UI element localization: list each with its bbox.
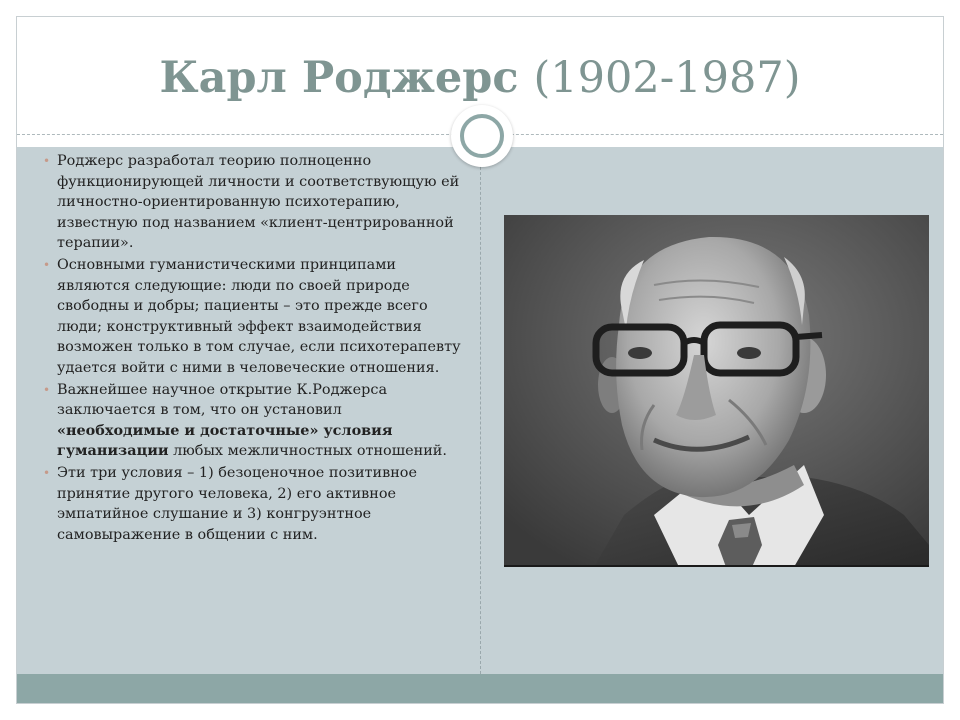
bullet-text: Роджерс разработал теорию полноценно функционирующей личности и соответствующую ей личностно-ориентированную психотерапию, известную под названием «клиент-центрированной терапии».: [57, 153, 460, 252]
bullet-text: Основными гуманистическими принципами являются следующие: люди по своей природе свободны и добры; пациенты – это прежде всего люди; конструктивный эффект взаимодействия возможен только в том случае, если психотерапевту удается войти с ними в человеческие отношения.: [57, 256, 461, 376]
bullet-dot-icon: •: [43, 382, 51, 397]
bullet-dot-icon: •: [43, 257, 51, 272]
bullet-item: [41, 151, 461, 254]
portrait-photo: [504, 215, 929, 567]
bullet-text: любых межличностных отношений.: [168, 443, 447, 460]
bullet-list: [41, 151, 461, 546]
column-divider: [480, 147, 481, 674]
slide: [16, 16, 944, 704]
portrait-illustration: [504, 215, 929, 567]
bullet-text: Эти три условия – 1) безоценочное позитивное принятие другого человека, 2) его активное эмпатийное слушание и 3) конгруэнтное самовыражение в общении с ним.: [57, 464, 417, 543]
bullet-dot-icon: •: [43, 465, 51, 480]
bullet-text: Важнейшее научное открытие К.Роджерса заключается в том, что он установил: [57, 381, 388, 419]
title-years: (1902-1987): [533, 53, 801, 103]
footer-band: [17, 674, 943, 704]
bullet-item: [41, 255, 461, 379]
bullet-item: [41, 380, 461, 462]
slide-title: [17, 53, 943, 103]
title-name: Карл Роджерс: [159, 53, 519, 103]
bullet-item: [41, 463, 461, 545]
bullet-dot-icon: •: [43, 154, 51, 168]
bullet-bold-text: «необходимые и достаточные» условия гуманизации: [57, 421, 393, 460]
